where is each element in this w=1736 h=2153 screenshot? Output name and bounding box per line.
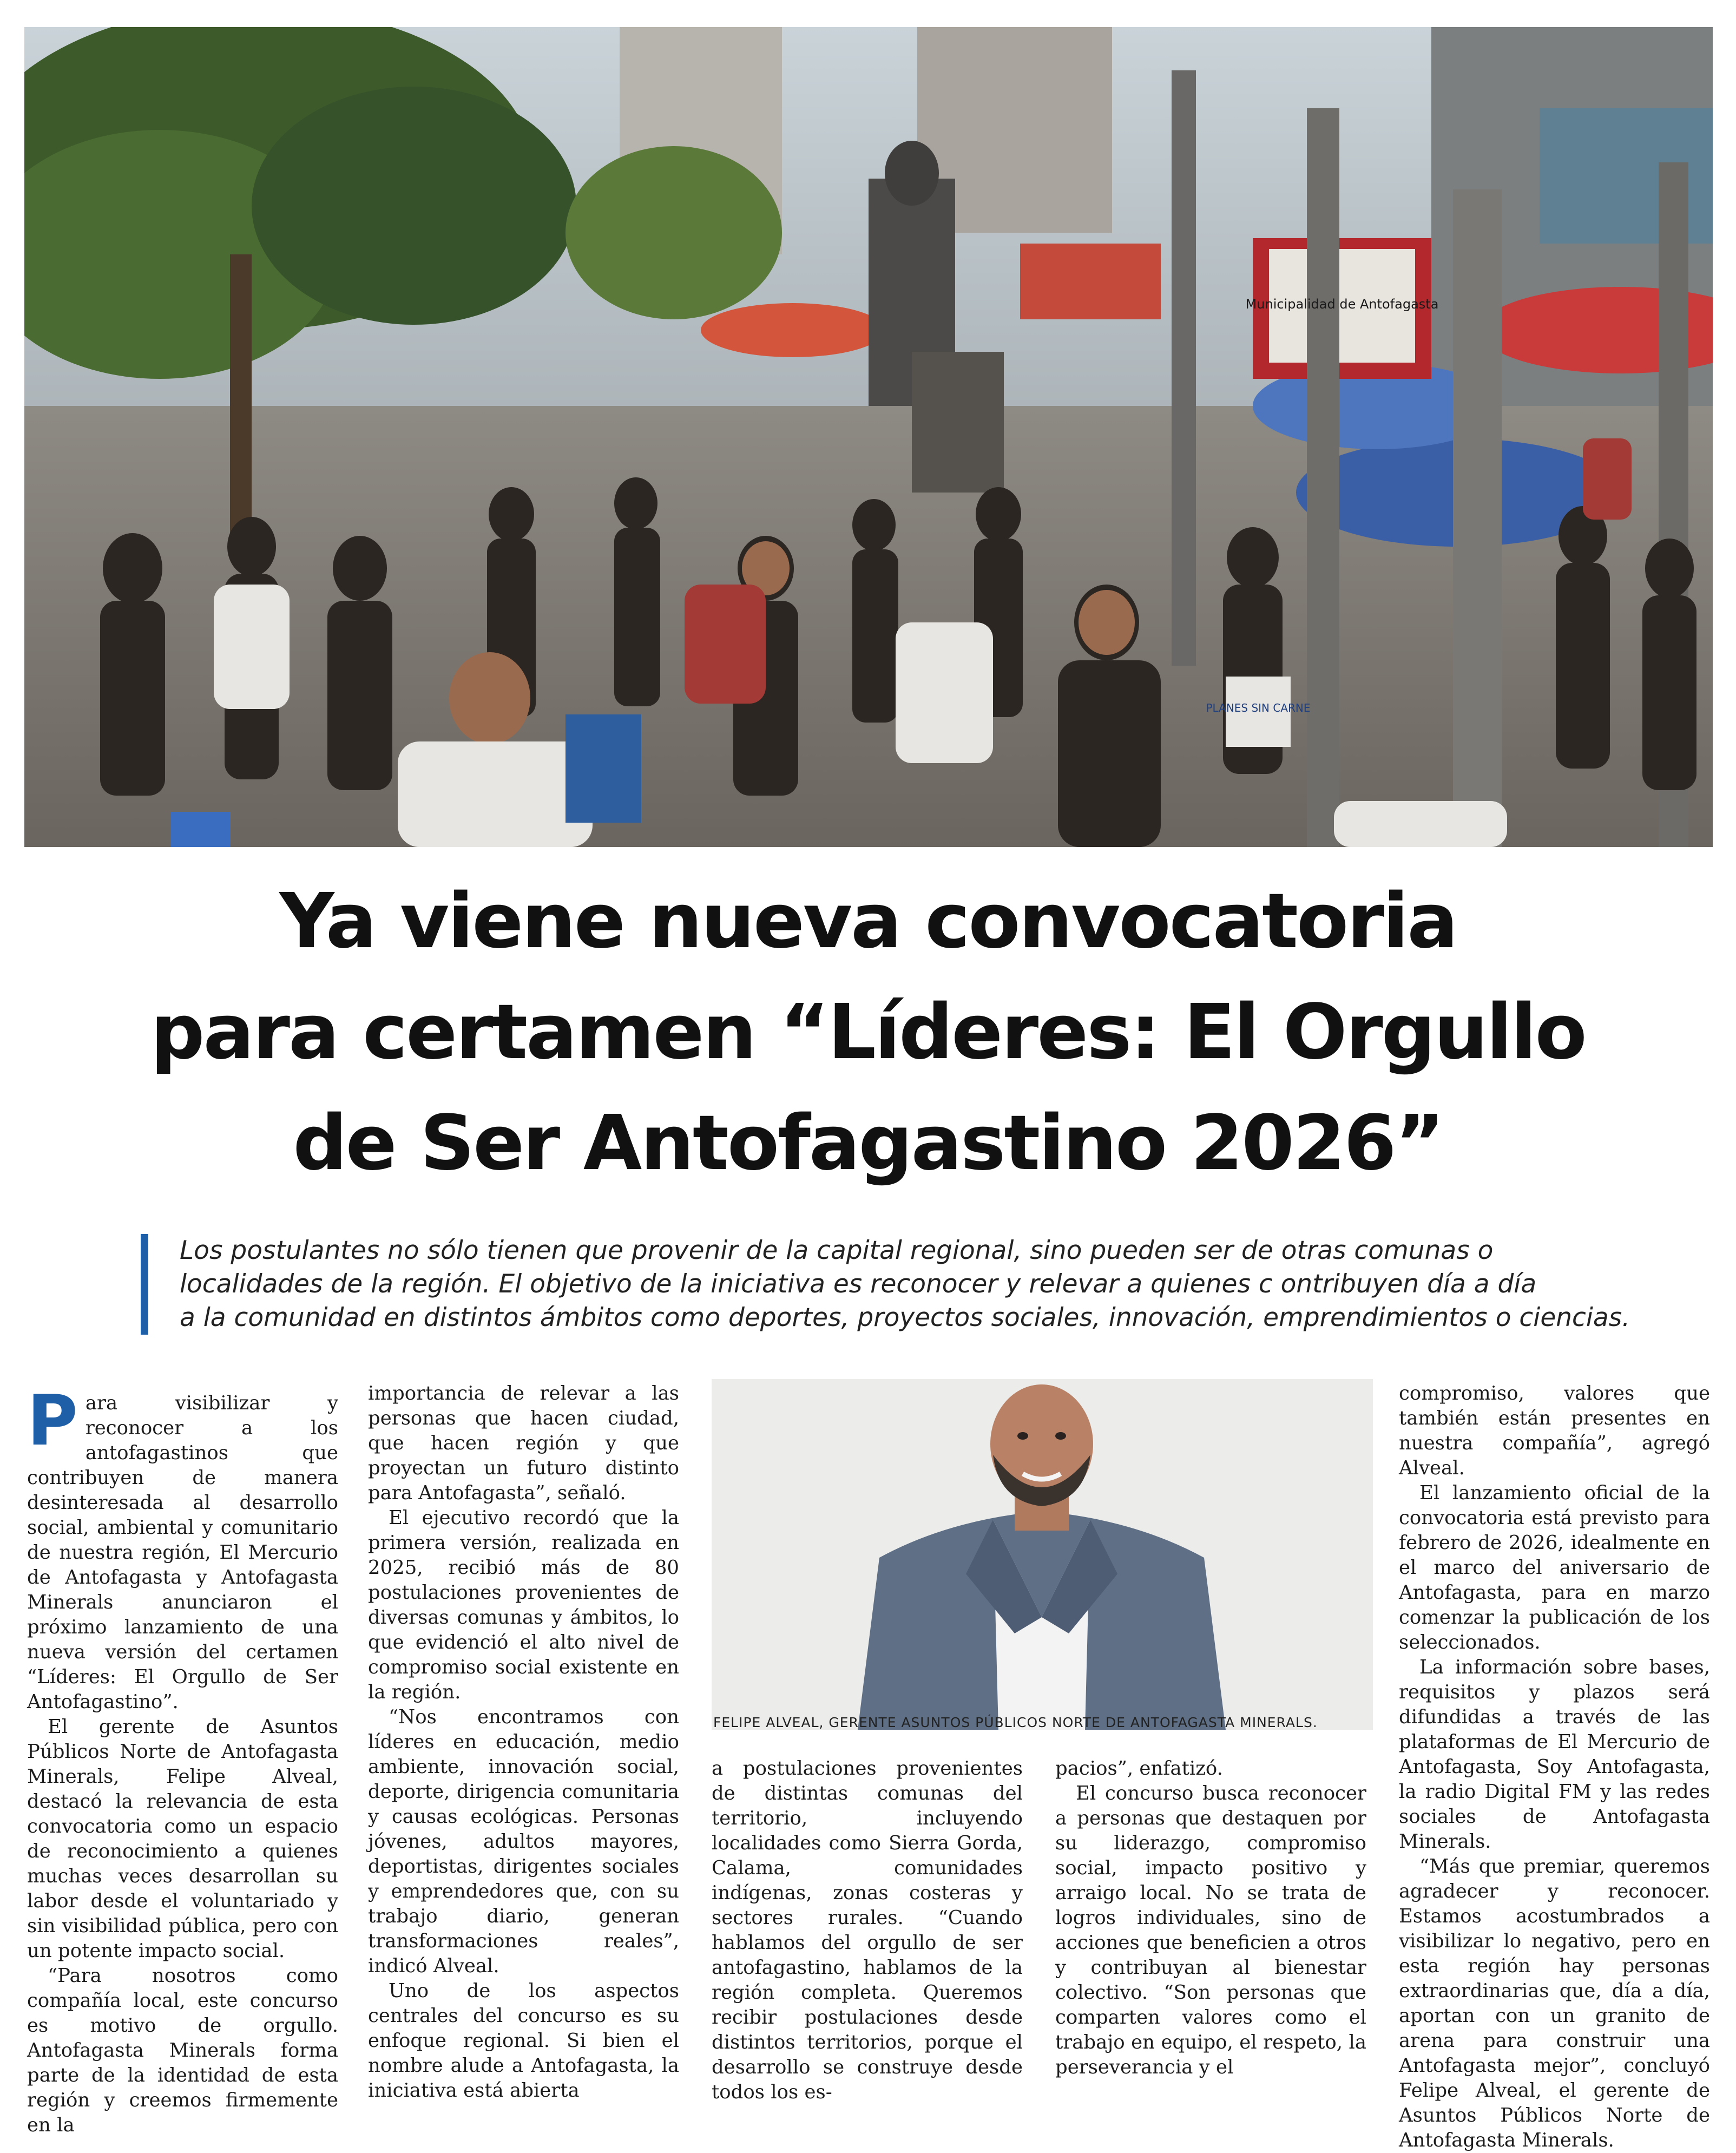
drop-cap: P <box>27 1381 78 1461</box>
headline-line-3: de Ser Antofagastino 2026” <box>293 1099 1443 1187</box>
paragraph: “Para nosotros como compañía local, este concurso es motivo de orgullo. Antofagasta Minerals forma parte de la identidad de esta región y creemos firmemente en la <box>27 1965 338 2136</box>
headline-line-1: Ya viene nueva convocatoria <box>279 877 1457 966</box>
paragraph: “Más que premiar, queremos agradecer y reconocer. Estamos acostumbrados a visibilizar lo negativo, pero en esta región hay personas extraordinarias que, día a día, aportan con un granito de arena para construir una Antofagasta mejor”, concluyó Felipe Alveal, el gerente de Asuntos Públicos Norte de Antofagasta Minerals. <box>1399 1855 1710 2151</box>
paragraph <box>27 1381 338 1715</box>
lead-line-2: localidades de la región. El objetivo de la iniciativa es reconocer y relevar a quienes c ontribuyen día a día <box>180 1269 1537 1299</box>
street-photo <box>24 27 1713 847</box>
paragraph: La información sobre bases, requisitos y plazos será difundidas a través de las plataformas de El Mercurio de Antofagasta, Soy Antofagasta, la radio Digital FM y las redes sociales de Antofagasta Minerals. <box>1399 1656 1710 1853</box>
article-column-4 <box>1055 1756 1366 2080</box>
article-column-2 <box>368 1381 679 2103</box>
headline-line-2: para certamen “Líderes: El Orgullo <box>150 988 1586 1076</box>
paragraph: pacios”, enfatizó. <box>1055 1757 1223 1780</box>
article-column-1 <box>27 1381 338 2138</box>
lead-summary <box>141 1234 1662 1335</box>
street-photo-illustration <box>24 27 1713 847</box>
article-column-5 <box>1399 1381 1710 2153</box>
paragraph: El gerente de Asuntos Públicos Norte de Antofagasta Minerals, Felipe Alveal, destacó la relevancia de esta convocatoria como un espacio de reconocimiento a quienes muchas veces desarrollan su labor desde el voluntariado y sin visibilidad pública, pero con un potente impacto social. <box>27 1716 338 1962</box>
article-column-3 <box>712 1756 1023 2105</box>
headline <box>0 866 1736 1199</box>
paragraph: El concurso busca reconocer a personas que destaquen por su liderazgo, compromiso social, impacto positivo y arraigo local. No se trata de logros individuales, sino de acciones que beneficien a otros y contribuyan al bienestar colectivo. “Son personas que comparten valores como el trabajo en equipo, el respeto, la perseverancia y el <box>1055 1782 1366 2078</box>
stall-sign: PLANES SIN CARNE <box>1206 701 1311 714</box>
paragraph: “Nos encontramos con líderes en educación, medio ambiente, innovación social, deporte, dirigencia comunitaria y causas ecológicas. Personas jóvenes, adultos mayores, deportistas, dirigentes sociales y emprendedores que, con su trabajo diario, generan transformaciones reales”, indicó Alveal. <box>368 1706 679 1977</box>
paragraph: El lanzamiento oficial de la convocatoria está previsto para febrero de 2026, idealmente en el marco del aniversario de Antofagasta, para en marzo comenzar la publicación de los seleccionados. <box>1399 1482 1710 1653</box>
paragraph: Uno de los aspectos centrales del concurso es su enfoque regional. Si bien el nombre alude a Antofagasta, la iniciativa está abierta <box>368 1980 679 2102</box>
paragraph: El ejecutivo recordó que la primera versión, realizada en 2025, recibió más de 80 postulaciones provenientes de diversas comunas y ámbitos, lo que evidenció el alto nivel de compromiso social existente en la región. <box>368 1507 679 1703</box>
paragraph: compromiso, valores que también están presentes en nuestra compañía”, agregó Alveal. <box>1399 1382 1710 1479</box>
paragraph: importancia de relevar a las personas que hacen ciudad, que hacen región y que proyectan un futuro distinto para Antofagasta”, señaló. <box>368 1382 679 1504</box>
lead-line-3: a la comunidad en distintos ámbitos como deportes, proyectos sociales, innovación, emprendimientos o ciencias. <box>180 1303 1630 1333</box>
portrait-illustration <box>712 1379 1373 1730</box>
municipality-sign: Municipalidad de Antofagasta <box>1245 297 1439 312</box>
paragraph-text: ara visibilizar y reconocer a los antofagastinos que contribuyen de manera desinteresada al desarrollo social, ambiental y comunitario de nuestra región, El Mercurio de Antofagasta y Antofagasta Minerals anunciaron el próximo lanzamiento de una nueva versión del certamen “Líderes: El Orgullo de Ser Antofagastino”. <box>27 1392 338 1713</box>
lead-line-1: Los postulantes no sólo tienen que provenir de la capital regional, sino pueden ser de otras comunas o <box>180 1236 1494 1265</box>
photo-caption: FELIPE ALVEAL, GERENTE ASUNTOS PÚBLICOS NORTE DE ANTOFAGASTA MINERALS. <box>713 1715 1318 1730</box>
portrait-photo <box>712 1379 1373 1730</box>
paragraph: a postulaciones provenientes de distintas comunas del territorio, incluyendo localidades como Sierra Gorda, Calama, comunidades indígenas, zonas costeras y sectores rurales. “Cuando hablamos del orgullo de ser antofagastino, hablamos de la región completa. Queremos recibir postulaciones desde distintos territorios, porque el desarrollo se construye desde todos los es- <box>712 1757 1023 2103</box>
